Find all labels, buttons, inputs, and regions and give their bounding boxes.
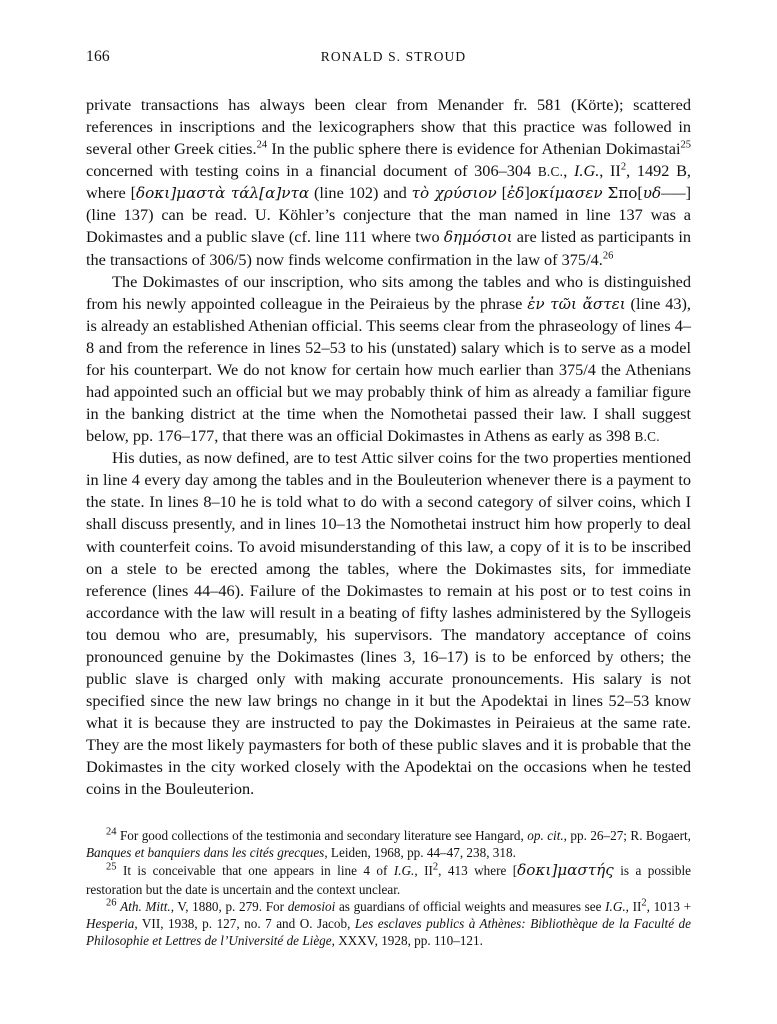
text-span-sc: B.C.	[634, 429, 660, 445]
page-header	[86, 48, 691, 68]
text-span: In the public sphere there is evidence for Athenian Dokimastai	[267, 139, 681, 159]
body-text	[86, 94, 691, 801]
text-span: , 1013 +	[646, 898, 692, 914]
text-span-gk-up: Σπο	[607, 184, 638, 203]
text-span: , V, 1880, p. 279. For	[170, 898, 288, 914]
text-span-it: Hesperia	[86, 915, 135, 931]
text-span: , II	[625, 898, 642, 914]
text-span-it: I.G.	[605, 898, 626, 914]
text-span-gk: δοκι]μαστὰ τάλ[α]ντα	[136, 184, 310, 203]
text-span: is a possible restoration but the date is uncertain and the context unclear.	[86, 862, 691, 897]
text-span-gk: οκίμασεν	[529, 184, 603, 203]
text-span: [	[496, 183, 508, 203]
text-span: as guardians of official weights and measures see	[335, 898, 606, 914]
text-span: The Dokimastes of our inscription, who sits among the tables and who is distinguished from his newly appointed colleague in the Peiraieus by the phrase	[86, 271, 691, 313]
text-span-it: demosioi	[287, 898, 336, 914]
footnote-marker: 24	[256, 139, 268, 151]
para-3	[86, 447, 691, 800]
text-span: , 413 where [	[438, 862, 518, 878]
footnote-marker: 2	[432, 861, 439, 873]
text-span-gk: ἐδ	[507, 184, 525, 203]
text-span: (line 102) and	[309, 183, 412, 203]
text-span-it: Les esclaves publics à Athènes: Bibliothèque de la Faculté de Philosophie et Lettres de l’Université de Liège	[86, 915, 691, 949]
text-span: are listed as participants in the transactions of 306/5) now finds welcome confirmation in the law of 375/4.	[86, 227, 691, 269]
text-span: , 1492 B, where [	[86, 161, 691, 203]
text-span-it: Ath. Mitt.	[120, 898, 171, 914]
text-span-gk: δημόσιοι	[443, 228, 513, 247]
text-span: , XXXV, 1928, pp. 110–121.	[331, 933, 483, 949]
text-span: , Leiden, 1968, pp. 44–47, 238, 318.	[324, 844, 516, 860]
text-span: [	[637, 183, 643, 203]
footnote-marker: 25	[106, 861, 117, 873]
footnote-marker: 26	[602, 250, 614, 262]
text-span-it: I.G.	[573, 161, 600, 181]
footnote-24	[86, 827, 691, 861]
footnote-26	[86, 898, 691, 949]
text-span: ,	[563, 161, 574, 181]
text-span: , pp. 26–27; R. Bogaert,	[563, 827, 691, 843]
text-span-it: Banques et banquiers dans les cités grecques	[86, 844, 325, 860]
text-span-gk: ἐν τῶι ἄστει	[527, 294, 626, 313]
footnote-marker: 2	[620, 161, 627, 173]
para-1	[86, 94, 691, 271]
text-span: concerned with testing coins in a financial document of 306–304	[86, 161, 538, 181]
text-span-it: op. cit.	[527, 827, 564, 843]
text-span-it: I.G.	[393, 862, 415, 878]
text-span: For good collections of the testimonia and secondary literature see Hangard,	[116, 827, 528, 843]
text-span: His duties, as now defined, are to test Attic silver coins for the two properties mentioned in line 4 every day among the tables and in the Bouleuterion whenever there is a payment to the state. In lines 8–10 he is told what to do with a second category of silver coins, which I shall discuss presently, and in lines 10–13 the Nomothetai instruct him how properly to deal with counterfeit coins. To avoid misunderstanding of this law, a copy of it is to be inscribed on a stele to be erected among the tables, where the Dokimastes sits, for immediate reference (lines 44–46). Failure of the Dokimastes to remain at his post or to test coins in accordance with the law will result in a beating of fifty lashes administered by the Syllogeis tou demou who are, presumably, his supervisors. The mandatory acceptance of coins pronounced genuine by the Dokimastes (lines 3, 16–17) is to be enforced by others; the public slave is charged only with making accurate pronouncements. His salary is not specified since the new law brings no change in it but the Apodektai in lines 52–53 know what it is because they are instructed to pay the Dokimastes in Peiraieus at the same rate. They are the most likely paymasters for both of these public slaves and it is probable that the Dokimastes in the city worked closely with the Apodektai on the occasions when he tested coins in the Bouleuterion.	[86, 448, 691, 799]
page-number: 166	[86, 48, 110, 65]
text-span: private transactions has always been clear from Menander fr. 581 (Körte); scattered references in inscriptions and the lexicographers show that this practice was followed in several other Greek cities.	[86, 95, 691, 159]
footnote-marker: 26	[106, 897, 117, 909]
text-span: , II	[414, 862, 433, 878]
text-span: –––] (line 137) can be read. U. Köhler’s conjecture that the man named in line 137 was a Dokimastes and a public slave (cf. line 111 where two	[86, 183, 692, 247]
text-span-gk: δοκι]μαστής	[517, 860, 614, 879]
text-span-gk: υδ	[642, 184, 662, 203]
footnote-marker: 24	[106, 826, 117, 838]
text-span: (line 43), is already an established Athenian official. This seems clear from the phraseology of lines 4–8 and from the reference in lines 52–53 to his (unstated) salary which is to serve as a model for his counterpart. We do not know for certain how much earlier than 375/4 the Athenians had appointed such an official but we may probably think of him as already a familiar figure in the banking district at the time when the Nomothetai passed their law. I shall suggest below, pp. 176–177, that there was an official Dokimastes in Athens as early as 398	[86, 293, 692, 446]
footnote-25	[86, 861, 691, 898]
footnote-marker: 25	[680, 139, 692, 151]
para-2	[86, 271, 691, 448]
running-head: RONALD S. STROUD	[320, 49, 467, 64]
text-span-sc: B.C.	[537, 164, 564, 180]
text-span: , II	[599, 161, 621, 181]
footnotes	[86, 817, 691, 950]
text-span: ]	[524, 183, 530, 203]
text-span-gk: τὸ χρύσιον	[411, 184, 497, 203]
footnote-marker: 2	[641, 897, 647, 909]
text-span: , VII, 1938, p. 127, no. 7 and O. Jacob,	[134, 915, 355, 931]
text-span: It is conceivable that one appears in line 4 of	[116, 862, 394, 878]
